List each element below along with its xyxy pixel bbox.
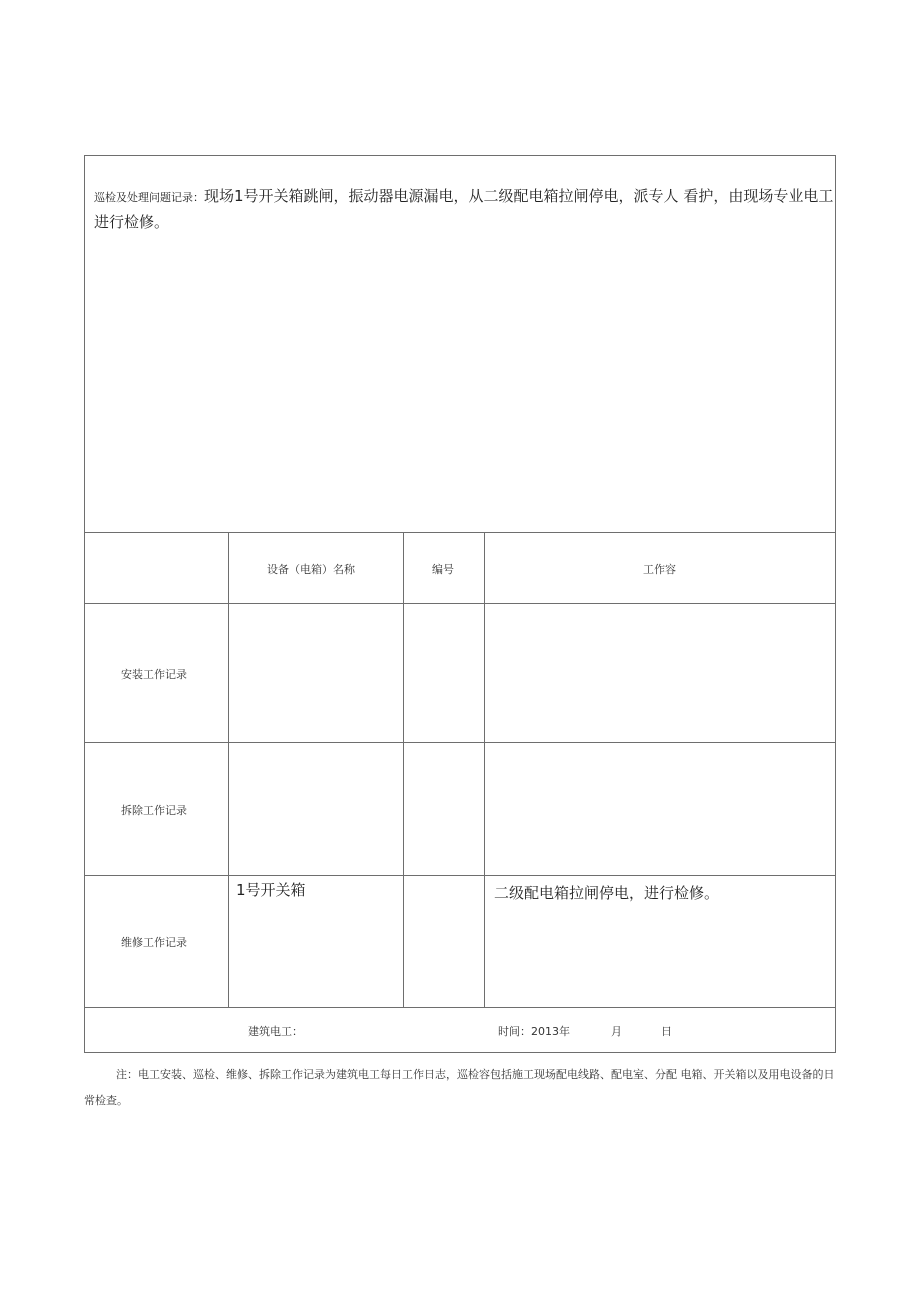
divider-install-bottom (84, 742, 836, 743)
divider-remove-bottom (84, 875, 836, 876)
time-label: 时间：2013年 (498, 1025, 570, 1038)
header-work-content: 工作容 (643, 563, 676, 576)
inspection-record (94, 184, 834, 235)
log-table (84, 155, 836, 1053)
divider-header-bottom (84, 603, 836, 604)
divider-record-bottom (84, 532, 836, 533)
repair-work-content: 二级配电箱拉闸停电，进行检修。 (494, 884, 720, 902)
inspection-record-label: 巡检及处理问题记录： (94, 191, 204, 204)
inspection-record-text: 现场1号开关箱跳闸，振动器电源漏电，从二级配电箱拉闸停电，派专人 看护，由现场专业电工进行检修。 (94, 187, 834, 231)
row-label-install: 安装工作记录 (121, 668, 187, 681)
repair-equipment-name: 1号开关箱 (236, 881, 306, 899)
column-divider-1 (228, 532, 229, 1007)
column-divider-2 (403, 532, 404, 1007)
header-equipment-name: 设备（电箱）名称 (267, 563, 355, 576)
electrician-label: 建筑电工： (248, 1025, 303, 1038)
month-label: 月 (611, 1025, 622, 1038)
day-label: 日 (661, 1025, 672, 1038)
column-divider-3 (484, 532, 485, 1007)
divider-repair-bottom (84, 1007, 836, 1008)
header-number: 编号 (432, 563, 454, 576)
row-label-remove: 拆除工作记录 (121, 804, 187, 817)
footnote: 注：电工安装、巡检、维修、拆除工作记录为建筑电工每日工作日志，巡检容包括施工现场配电线路、配电室、分配 电箱、开关箱以及用电设备的日常检查。 (84, 1068, 835, 1107)
row-label-repair: 维修工作记录 (121, 936, 187, 949)
